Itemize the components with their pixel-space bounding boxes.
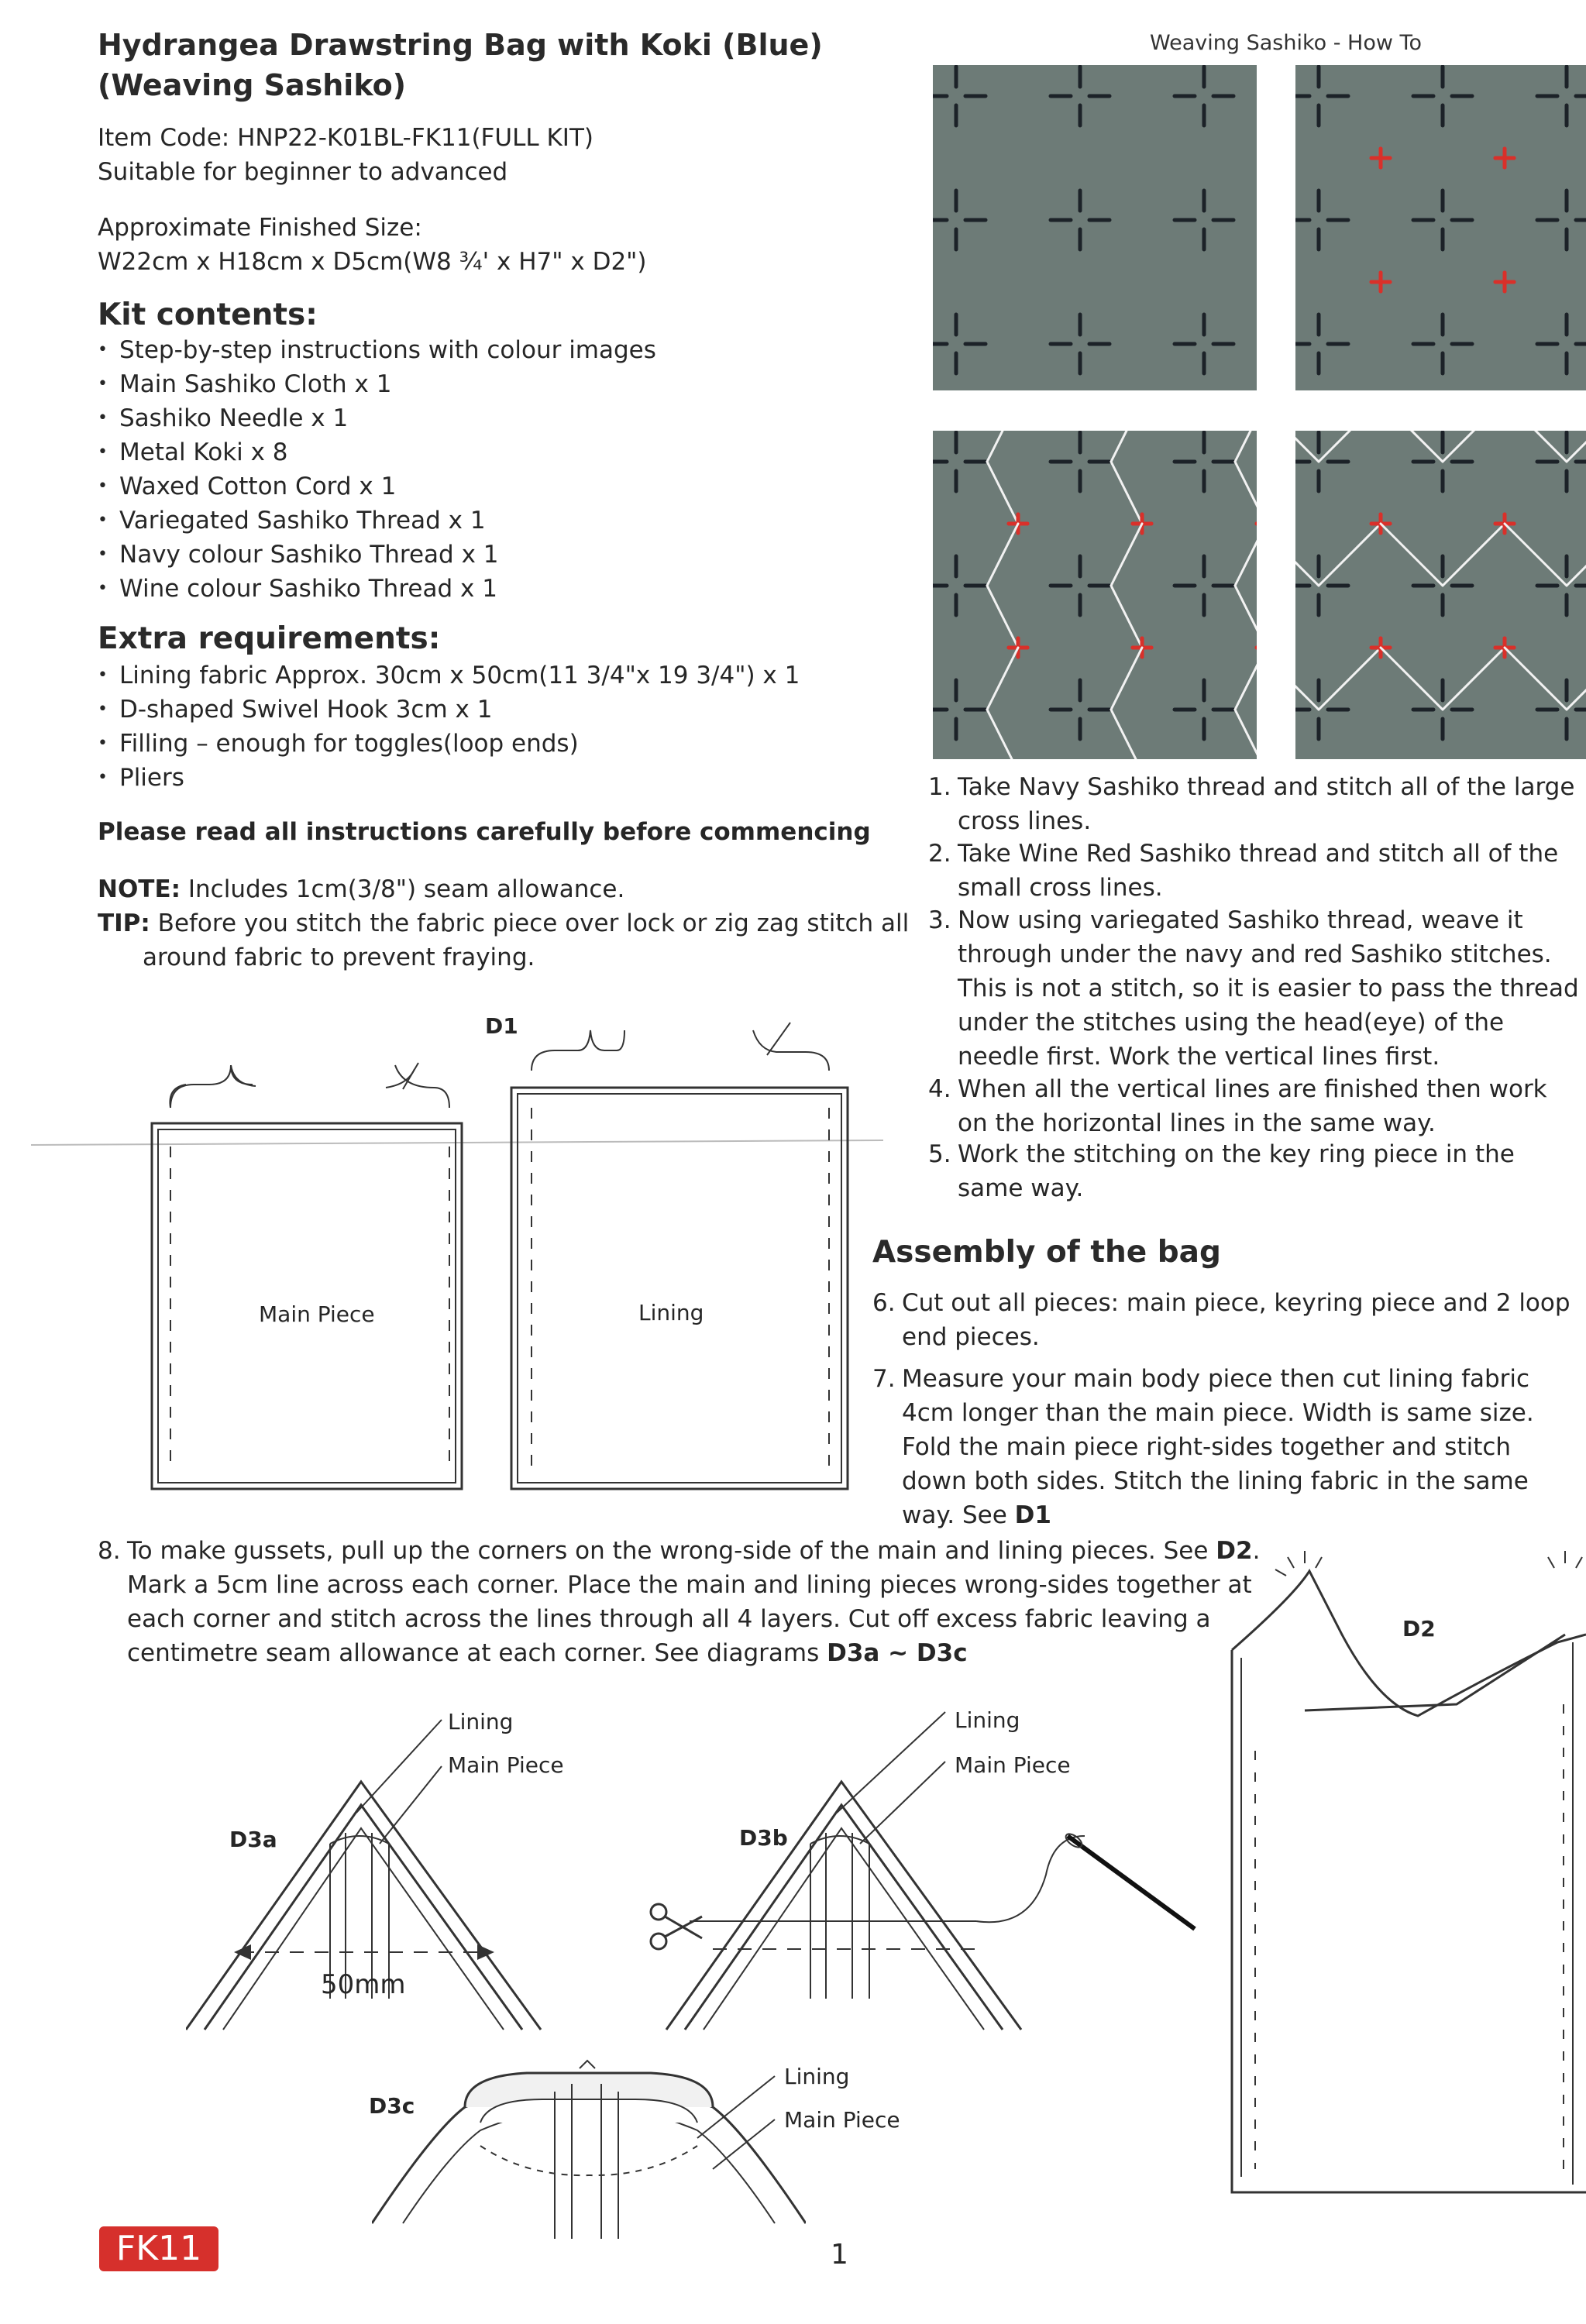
size-label: Approximate Finished Size: xyxy=(98,214,422,242)
step-text: Take Navy Sashiko thread and stitch all of the large cross lines. xyxy=(958,773,1575,835)
diagram-d3b-main-label: Main Piece xyxy=(955,1752,1071,1778)
step-number: 1. xyxy=(928,773,951,801)
assembly-step-8 xyxy=(98,1534,1261,1670)
diagram-d1-code: D1 xyxy=(485,1013,518,1039)
list-item: • Variegated Sashiko Thread x 1 xyxy=(98,504,656,538)
step-number: 4. xyxy=(928,1075,951,1103)
size-value: W22cm x H18cm x D5cm(W8 ¾' x H7" x D2") xyxy=(98,248,647,276)
title-line-2: (Weaving Sashiko) xyxy=(98,68,407,102)
step-number: 6. xyxy=(872,1289,896,1317)
step-text: Work the stitching on the key ring piece in the same way. xyxy=(958,1140,1515,1202)
sashiko-photo-2 xyxy=(1295,65,1586,390)
extra-requirements-list xyxy=(98,658,800,795)
diagram-d2-code: D2 xyxy=(1402,1616,1436,1642)
step-8-ref-d3: D3a ~ D3c xyxy=(827,1639,968,1667)
diagram-d3a-measure: 50mm xyxy=(321,1969,406,2000)
list-item: • Step-by-step instructions with colour images xyxy=(98,333,656,367)
page-title xyxy=(98,25,823,105)
list-item: • Metal Koki x 8 xyxy=(98,435,656,469)
diagram-d3b-lining-label: Lining xyxy=(955,1707,1020,1733)
list-item: • Main Sashiko Cloth x 1 xyxy=(98,367,656,401)
step-8-line-1: To make gussets, pull up the corners on the wrong-side of the main and lining pieces. See xyxy=(127,1537,1216,1565)
step-text: Now using variegated Sashiko thread, weave it through under the navy and red Sashiko stitches. This is not a stitch, so it is easier to pass the thread under the stitches using the head(eye) of the needle first. Work the vertical lines first. xyxy=(958,906,1579,1071)
list-item: • Pliers xyxy=(98,761,800,795)
diagram-d3a-main-label: Main Piece xyxy=(448,1752,564,1778)
howto-step-4 xyxy=(928,1072,1579,1140)
sashiko-photo-3 xyxy=(933,431,1257,759)
diagram-d3b xyxy=(643,1704,1216,2045)
diagram-d3c xyxy=(372,2045,806,2247)
item-code: Item Code: HNP22-K01BL-FK11(FULL KIT) xyxy=(98,124,593,152)
page-number: 1 xyxy=(831,2239,848,2271)
kit-code-badge: FK11 xyxy=(99,2226,218,2271)
title-line-1: Hydrangea Drawstring Bag with Koki (Blue) xyxy=(98,28,823,62)
list-item: • Filling – enough for toggles(loop ends) xyxy=(98,727,800,761)
diagram-d1-main-label: Main Piece xyxy=(259,1301,375,1327)
howto-step-1 xyxy=(928,770,1579,838)
step-number: 8. xyxy=(98,1537,121,1565)
read-instructions-notice: Please read all instructions carefully before commencing xyxy=(98,818,871,846)
step-8-line-4: centimetre seam allowance at each corner. See diagrams xyxy=(127,1639,827,1667)
step-number: 5. xyxy=(928,1140,951,1168)
diagram-d3c-main-label: Main Piece xyxy=(784,2107,900,2133)
step-text: Take Wine Red Sashiko thread and stitch all of the small cross lines. xyxy=(958,840,1559,902)
step-number: 3. xyxy=(928,906,951,934)
diagram-d1-lining-label: Lining xyxy=(638,1300,704,1325)
note-label: NOTE: xyxy=(98,875,181,903)
list-item: • Sashiko Needle x 1 xyxy=(98,401,656,435)
list-item: • Waxed Cotton Cord x 1 xyxy=(98,469,656,504)
kit-contents-heading: Kit contents: xyxy=(98,297,318,332)
tip-text-2: around fabric to prevent fraying. xyxy=(143,944,535,971)
step-7-ref: D1 xyxy=(1014,1501,1051,1529)
step-8-ref-d2: D2 xyxy=(1216,1537,1253,1565)
scissors-icon xyxy=(651,1904,666,1920)
sashiko-photo-4 xyxy=(1295,431,1586,759)
tip-text-1: Before you stitch the fabric piece over lock or zig zag stitch all xyxy=(157,909,910,937)
diagram-d3c-code: D3c xyxy=(369,2093,415,2119)
assembly-step-6 xyxy=(872,1286,1577,1354)
step-8-period: . xyxy=(1252,1537,1261,1565)
list-item: • Lining fabric Approx. 30cm x 50cm(11 3/4"x 19 3/4") x 1 xyxy=(98,658,800,693)
note-text: Includes 1cm(3/8") seam allowance. xyxy=(187,875,625,903)
suitable-level: Suitable for beginner to advanced xyxy=(98,158,508,186)
diagram-d3a-code: D3a xyxy=(229,1827,277,1852)
step-text xyxy=(872,1362,1577,1532)
diagram-d1 xyxy=(31,1007,883,1503)
diagram-d3a-lining-label: Lining xyxy=(448,1709,514,1734)
list-item: • Wine colour Sashiko Thread x 1 xyxy=(98,572,656,606)
assembly-step-7 xyxy=(872,1362,1577,1532)
step-8-line-3: each corner and stitch across the lines through all 4 layers. Cut off excess fabric leaving a xyxy=(127,1605,1211,1633)
kit-contents-list xyxy=(98,333,656,606)
diagram-d3b-code: D3b xyxy=(739,1825,788,1851)
note-line xyxy=(98,872,624,906)
step-7-text: Measure your main body piece then cut lining fabric 4cm longer than the main piece. Width is same size. Fold the main piece right-sides together and stitch down both sides. Stitch the lining fabric in the same way. See xyxy=(902,1365,1534,1529)
step-text xyxy=(98,1534,1261,1670)
tip-label: TIP: xyxy=(98,909,150,937)
sashiko-photo-1 xyxy=(933,65,1257,390)
howto-header: Weaving Sashiko - How To xyxy=(1150,31,1422,55)
step-text: Cut out all pieces: main piece, keyring piece and 2 loop end pieces. xyxy=(902,1289,1571,1351)
diagram-d3c-lining-label: Lining xyxy=(784,2064,850,2089)
extra-requirements-heading: Extra requirements: xyxy=(98,621,441,656)
step-number: 2. xyxy=(928,840,951,868)
tip-line xyxy=(98,906,909,940)
list-item: • Navy colour Sashiko Thread x 1 xyxy=(98,538,656,572)
step-text: When all the vertical lines are finished then work on the horizontal lines in the same way. xyxy=(958,1075,1547,1137)
step-8-line-2: Mark a 5cm line across each corner. Place the main and lining pieces wrong-sides together at xyxy=(127,1571,1252,1599)
howto-step-2 xyxy=(928,837,1579,905)
list-item: • D-shaped Swivel Hook 3cm x 1 xyxy=(98,693,800,727)
step-number: 7. xyxy=(872,1365,896,1393)
howto-step-3 xyxy=(928,903,1579,1074)
diagram-d2 xyxy=(1224,1549,1586,2200)
howto-step-5 xyxy=(928,1137,1579,1205)
assembly-heading: Assembly of the bag xyxy=(872,1235,1221,1270)
